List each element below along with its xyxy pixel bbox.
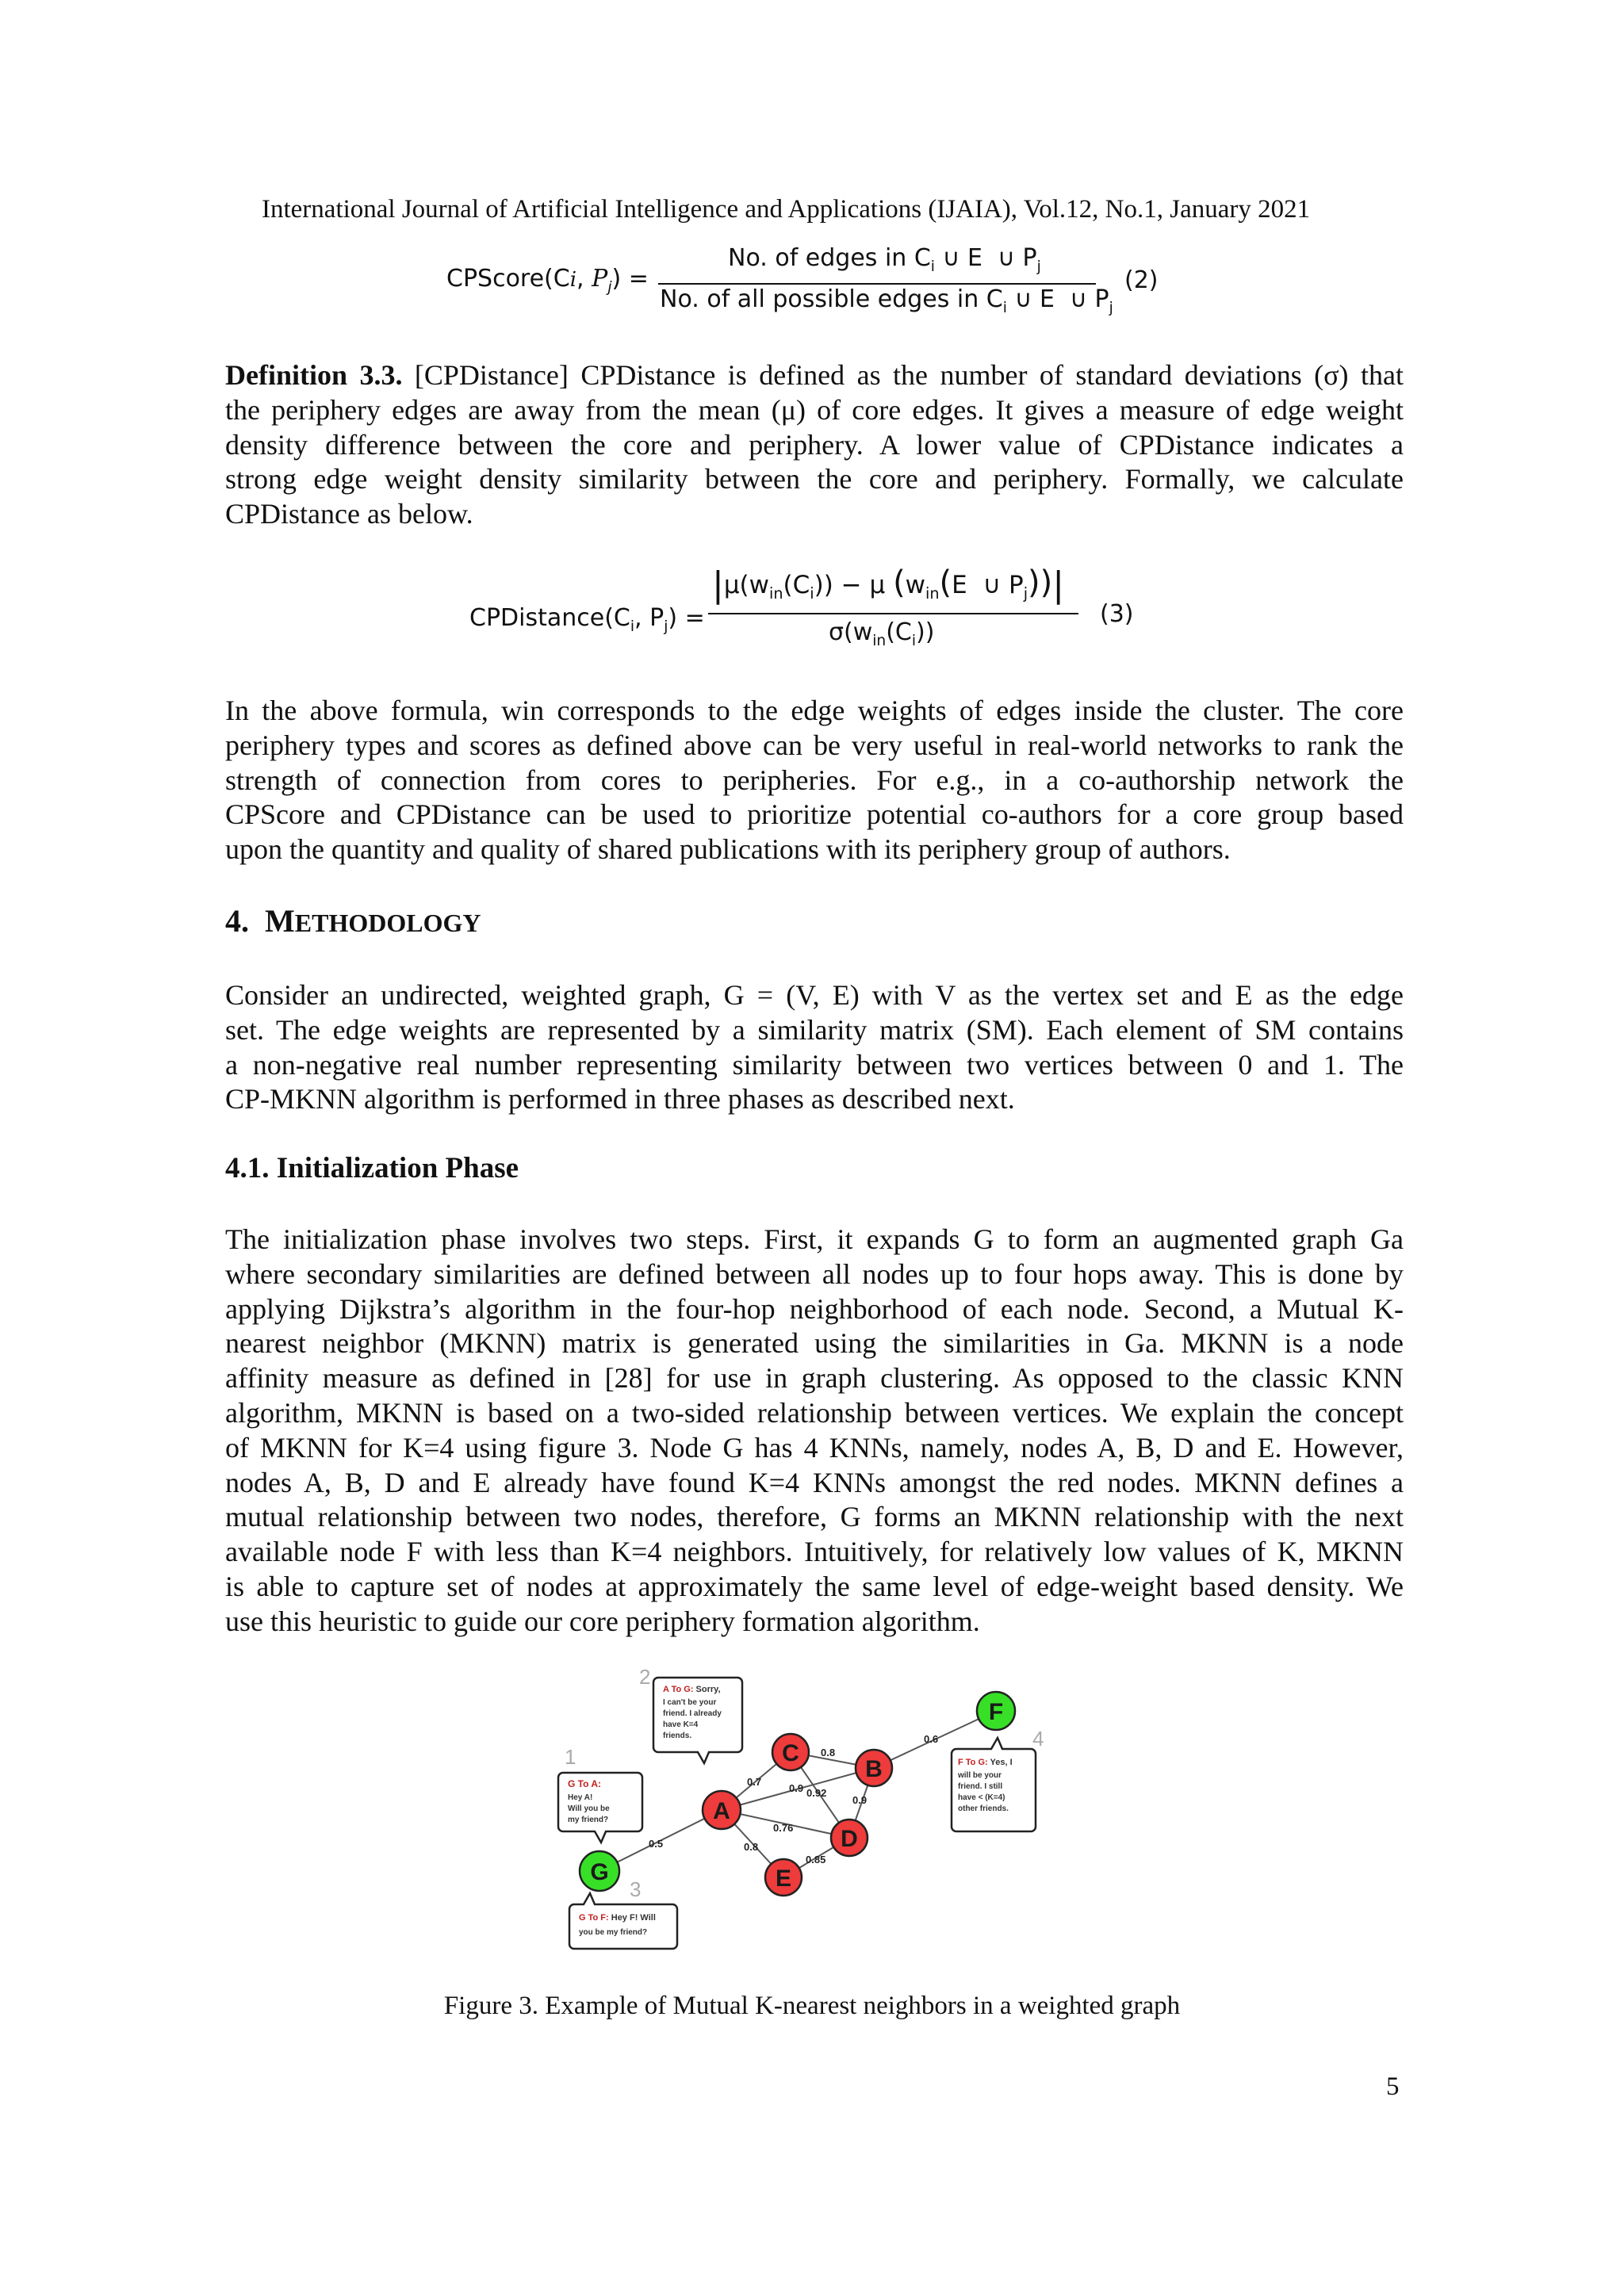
node-label-b: B (865, 1756, 883, 1782)
def-line-2: the periphery edges are away from the mean (μ) of core edges. It gives a measure of edge weight (225, 393, 1404, 426)
section-4-heading: 4. METHODOLOGY (225, 903, 481, 939)
speech-bubble-3 (569, 1877, 677, 1949)
bubble-1-line: Hey A! (568, 1793, 593, 1802)
node-label-e: E (775, 1866, 792, 1892)
text-line: upon the quantity and quality of shared publications with its periphery group of authors. (225, 833, 1231, 866)
eq2-denominator: No. of all possible edges in $C_i$ ∪ E ∪ $P_j$ (660, 285, 1113, 316)
weight-a-c: 0.7 (747, 1776, 762, 1788)
speech-bubble-2 (639, 1665, 742, 1763)
eq3-number: (3) (1100, 600, 1134, 628)
paragraph-cp-scores (225, 694, 1404, 867)
text-line: available node F with less than K=4 neighbors. Intuitively, for relatively low values of K, MKNN (225, 1536, 1404, 1568)
bubble-2-line: have K=4 (663, 1720, 699, 1729)
bubble-2-title-line: A To G: Sorry, (663, 1685, 721, 1694)
section-4-1-heading: 4.1. Initialization Phase (225, 1152, 519, 1184)
node-label-c: C (782, 1740, 799, 1766)
text-line: nearest neighbor (MKNN) matrix is generated using the similarities in Ga. MKNN is a node (225, 1327, 1404, 1360)
text-line: periphery types and scores as defined above can be very useful in real-world networks to rank the (225, 729, 1404, 761)
text-line: applying Dijkstra’s algorithm in the four-hop neighborhood of each node. Second, a Mutual K- (225, 1292, 1404, 1325)
def-line-5: CPDistance as below. (225, 498, 473, 530)
node-label-a: A (713, 1798, 730, 1824)
bubble-2-line: friends. (663, 1732, 692, 1740)
eq3-numerator: $|\mu(w_{in}(C_i)) - \mu$ ($w_{in}(E$ ∪ $P_j))|$ (712, 564, 1065, 605)
text-line: algorithm, MKNN is based on a two-sided relationship between vertices. We explain the concept (225, 1396, 1404, 1429)
weight-e-d: 0.85 (806, 1854, 826, 1866)
text-line: Consider an undirected, weighted graph, G = (V, E) with V as the vertex set and E as the edge (225, 979, 1404, 1011)
bubble-2-line: I can't be your (663, 1698, 717, 1707)
weight-a-e: 0.8 (744, 1841, 759, 1853)
bubble-4-line: will be your (958, 1771, 1002, 1780)
text-line: where secondary similarities are defined between all nodes up to four hops away. This is done by (225, 1257, 1404, 1290)
definition-3-3 (225, 358, 1404, 532)
def-line-3: density difference between the core and periphery. A lower value of CPDistance indicates a (225, 428, 1404, 461)
weight-c-d-2: 0.92 (806, 1787, 827, 1799)
text-line: strength of connection from cores to peripheries. For e.g., in a co-authorship network the (225, 763, 1404, 796)
eq3-denominator: $\sigma(w_{in}(C_i))$ (829, 618, 935, 649)
weight-b-d: 0.9 (852, 1794, 868, 1806)
text-line: CP-MKNN algorithm is performed in three phases as described next. (225, 1083, 1015, 1115)
figure-3-caption: Figure 3. Example of Mutual K-nearest neighbors in a weighted graph (443, 1992, 1181, 2020)
node-labels (590, 1699, 1003, 1892)
paragraph-initialization (225, 1223, 1404, 1640)
bubble-3-line: you be my friend? (579, 1928, 648, 1937)
text-line: affinity measure as defined in [28] for use in graph clustering. As opposed to the classic KNN (225, 1362, 1404, 1395)
text-line: of MKNN for K=4 using figure 3. Node G has 4 KNNs, namely, nodes A, B, D and E. However, (225, 1431, 1404, 1464)
bubble-1-line: my friend? (568, 1816, 609, 1824)
weight-b-f: 0.6 (924, 1733, 939, 1745)
speech-bubble-4 (952, 1727, 1044, 1831)
bubble-4-title-line: F To G: Yes, I (958, 1758, 1013, 1767)
weight-a-d: 0.76 (773, 1822, 794, 1834)
text-line: In the above formula, win corresponds to the edge weights of edges inside the cluster. The core (225, 695, 1404, 726)
text-line: set. The edge weights are represented by a similarity matrix (SM). Each element of SM contains (225, 1013, 1404, 1046)
paragraph-methodology (225, 978, 1404, 1117)
journal-header: International Journal of Artificial Intelligence and Applications (IJAIA), Vol.12, No.1, January 2021 (262, 195, 1311, 224)
weight-g-a: 0.5 (649, 1838, 664, 1850)
speech-bubble-1 (558, 1745, 642, 1843)
eq2-number: (2) (1124, 266, 1159, 294)
bubble-2-number: 2 (639, 1665, 651, 1689)
eq2-numerator: No. of edges in $C_i$ ∪ E ∪ $P_j$ (728, 244, 1041, 275)
def-line-4: strong edge weight density similarity between the core and periphery. Formally, we calculate (225, 463, 1404, 496)
text-line: a non-negative real number representing similarity between two vertices between 0 and 1. The (225, 1048, 1404, 1081)
text-line: The initialization phase involves two steps. First, it expands G to form an augmented graph Ga (225, 1223, 1404, 1255)
text-line: is able to capture set of nodes at approximately the same level of edge-weight based density. We (225, 1570, 1404, 1602)
eq2-lhs: CPScore(Ci, $P_j$) = (446, 265, 649, 296)
def-line-1: Definition 3.3. [CPDistance] CPDistance is defined as the number of standard deviations (σ) that (225, 359, 1404, 391)
node-label-d: D (841, 1826, 858, 1852)
text-line: CPScore and CPDistance can be used to prioritize potential co-authors for a core group based (225, 798, 1404, 831)
text-line: use this heuristic to guide our core periphery formation algorithm. (225, 1605, 980, 1637)
bubble-3-title-line: G To F: Hey F! Will (579, 1913, 656, 1923)
eq2-fraction-bar (658, 283, 1096, 285)
node-label-g: G (590, 1859, 609, 1885)
bubble-4-number: 4 (1032, 1727, 1044, 1751)
weight-c-d: 0.9 (789, 1782, 804, 1794)
figure-3-mknn-graph (547, 1665, 1086, 1966)
bubble-4-line: other friends. (958, 1804, 1009, 1813)
page-number: 5 (1386, 2072, 1400, 2101)
text-line: mutual relationship between two nodes, therefore, G forms an MKNN relationship with the next (225, 1501, 1404, 1533)
bubble-4-line: friend. I still (958, 1782, 1003, 1791)
bubble-1-line: Will you be (568, 1804, 610, 1813)
bubble-3-number: 3 (630, 1877, 642, 1901)
bubble-2-line: friend. I already (663, 1709, 722, 1718)
weight-c-b: 0.8 (821, 1747, 836, 1758)
eq3-fraction-bar (708, 613, 1078, 614)
bubble-1-title: G To A: (568, 1778, 601, 1789)
node-label-f: F (988, 1699, 1004, 1725)
text-line: nodes A, B, D and E already have found K=4 KNNs amongst the red nodes. MKNN defines a (225, 1466, 1404, 1498)
eq3-lhs: $CPDistance(C_i$, $P_j$) = (469, 604, 705, 635)
bubble-1-number: 1 (565, 1745, 576, 1769)
bubble-4-line: have < (K=4) (958, 1793, 1005, 1802)
